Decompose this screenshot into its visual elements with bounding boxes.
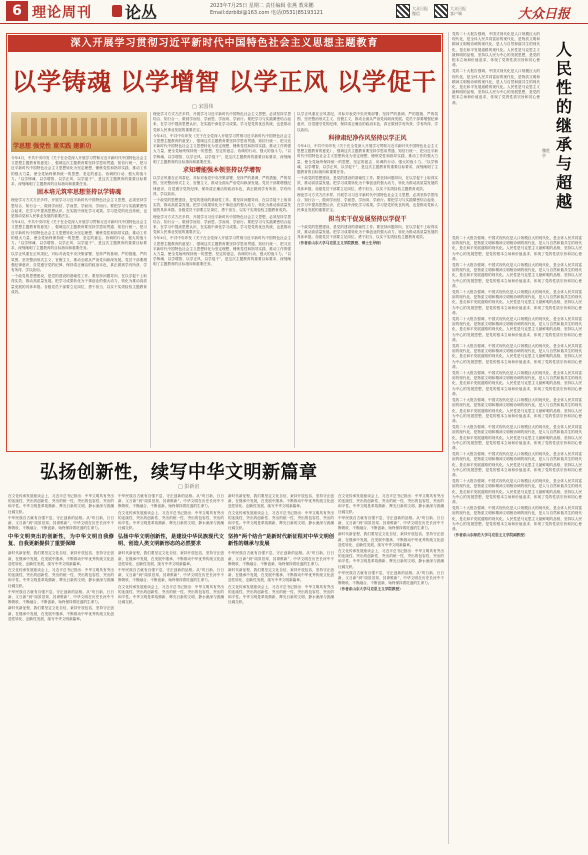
lower-col4-text-e: 中华民族自古就有自强不息、守正创新的品格。从“苟日新，日日新，又日新”到“周虽旧邦，其命维新”，中华文明在历史长河中不断吸收、不断融合、不断创新，始终保持着旺盛的生命力。	[338, 570, 444, 586]
feature-col2-text: 理论学习方式方法多样，开展学习习近平新时代中国特色社会主义思想，必须坚持学思结合、知行合一，做到学而信、学而思、学而用、学而行。要把学习与实践紧密结合起来，在学习中提高思想认识，在实践中深化学习成果。学习是党的优良传统，也是推动党和人民事业发展的重要法宝。	[153, 112, 291, 132]
feature-subhead-2: 求知增能强本领坚持以学增智	[182, 167, 261, 175]
feature-col2-text-f: 今年4月，中共中央印发《关于在全党深入开展学习贯彻习近平新时代中国特色社会主义思想主题教育的意见》，强调这次主题教育要坚持学思用贯通、知信行统一，把习近平新时代中国特色社会主义思想转化为坚定理想、锤炼党性和指导实践、推动工作的强大力量，使全党始终保持统一的思想、坚定的意志、协调的行动、强大的战斗力。“以学铸魂、以学增智、以学正风、以学促干”，是这次主题教育的重要目标要求，深刻阐明了主题教育的目标指向和重要任务。	[153, 236, 291, 267]
masthead-date-editors: 2023年7月25日 星期二 责任编辑 张燕 教荣鹏	[210, 3, 314, 9]
lower-column-3	[228, 494, 334, 846]
right-body-5: 党的二十大报告强调，中国式现代化是人口规模巨大的现代化，是全体人民共同富裕的现代化，是物质文明和精神文明相协调的现代化，是人与自然和谐共生的现代化，是走和平发展道路的现代化。人民性是马克思主义最鲜明的品格，坚持以人民为中心的发展思想，是党的根本立场和价值追求，体现了党的性质宗旨和初心使命。	[452, 344, 582, 369]
lower-article-byline: □ 彭新宙	[178, 484, 200, 490]
lower-column-4	[338, 494, 444, 846]
feature-banner: 深入开展学习贯彻习近平新时代中国特色社会主义思想主题教育	[8, 35, 441, 52]
right-body-1: 党的二十大报告强调，中国式现代化是人口规模巨大的现代化，是全体人民共同富裕的现代化，是物质文明和精神文明相协调的现代化，是人与自然和谐共生的现代化，是走和平发展道路的现代化。人民性是马克思主义最鲜明的品格，坚持以人民为中心的发展思想，是党的根本立场和价值追求，体现了党的性质宗旨和初心使命。	[452, 236, 582, 261]
right-article-text: 党的二十大报告强调，中国式现代化是人口规模巨大的现代化，是全体人民共同富裕的现代化，是物质文明和精神文明相协调的现代化，是人与自然和谐共生的现代化，是走和平发展道路的现代化。人民性是马克思主义最鲜明的品格，坚持以人民为中心的发展思想，是党的根本立场和价值追求，体现了党的性质宗旨和初心使命。	[452, 32, 540, 68]
right-body-10: 党的二十大报告强调，中国式现代化是人口规模巨大的现代化，是全体人民共同富裕的现代化，是物质文明和精神文明相协调的现代化，是人与自然和谐共生的现代化，是走和平发展道路的现代化。人民性是马克思主义最鲜明的品格，坚持以人民为中心的发展思想，是党的根本立场和价值追求，体现了党的性质宗旨和初心使命。	[452, 479, 582, 504]
lower-col1-text-e: 中华民族自古就有自强不息、守正创新的品格。从“苟日新，日日新，又日新”到“周虽旧邦，其命维新”，中华文明在历史长河中不断吸收、不断融合、不断创新，始终保持着旺盛的生命力。	[8, 589, 114, 605]
feature-col3-text-b: 今年4月，中共中央印发《关于在全党深入开展学习贯彻习近平新时代中国特色社会主义思想主题教育的意见》，强调这次主题教育要坚持学思用贯通、知信行统一，把习近平新时代中国特色社会主义思想转化为坚定理想、锤炼党性和指导实践、推动工作的强大力量，使全党始终保持统一的思想、坚定的意志、协调的行动、强大的战斗力。“以学铸魂、以学增智、以学正风、以学促干”，是这次主题教育的重要目标要求，深刻阐明了主题教育的目标指向和重要任务。	[297, 144, 438, 175]
lower-col3-text-d: 新时代新征程，我们要坚定文化自信，秉持开放包容，坚持守正创新，在继承中发展，在发展中继承，不断推动中华优秀传统文化创造性转化、创新性发展，续写中华文明新篇章。	[228, 568, 334, 583]
feature-author-note: （作者系山东大学马克思主义学院教授、博士生导师）	[297, 241, 384, 246]
lower-col2-text-c: 新时代新征程，我们要坚定文化自信，秉持开放包容，坚持守正创新，在继承中发展，在发展中继承，不断推动中华优秀传统文化创造性转化、创新性发展，续写中华文明新篇章。	[118, 551, 224, 566]
feature-col1-text-c: 今年4月，中共中央印发《关于在全党深入开展学习贯彻习近平新时代中国特色社会主义思想主题教育的意见》，强调这次主题教育要坚持学思用贯通、知信行统一，把习近平新时代中国特色社会主义思想转化为坚定理想、锤炼党性和指导实践、推动工作的强大力量，使全党始终保持统一的思想、坚定的意志、协调的行动、强大的战斗力。“以学铸魂、以学增智、以学正风、以学促干”，是这次主题教育的重要目标要求，深刻阐明了主题教育的目标指向和重要任务。	[11, 220, 147, 251]
right-body-7: 党的二十大报告强调，中国式现代化是人口规模巨大的现代化，是全体人民共同富裕的现代化，是物质文明和精神文明相协调的现代化，是人与自然和谐共生的现代化，是走和平发展道路的现代化。人民性是马克思主义最鲜明的品格，坚持以人民为中心的发展思想，是党的根本立场和价值追求，体现了党的性质宗旨和初心使命。	[452, 398, 582, 423]
right-body-11: 党的二十大报告强调，中国式现代化是人口规模巨大的现代化，是全体人民共同富裕的现代化，是物质文明和精神文明相协调的现代化，是人与自然和谐共生的现代化，是走和平发展道路的现代化。人民性是马克思主义最鲜明的品格，坚持以人民为中心的发展思想，是党的根本立场和价值追求，体现了党的性质宗旨和初心使命。	[452, 506, 582, 531]
column-divider	[294, 112, 295, 448]
right-article-body	[452, 236, 582, 844]
right-body-9: 党的二十大报告强调，中国式现代化是人口规模巨大的现代化，是全体人民共同富裕的现代化，是物质文明和精神文明相协调的现代化，是人与自然和谐共生的现代化，是走和平发展道路的现代化。人民性是马克思主义最鲜明的品格，坚持以人民为中心的发展思想，是党的根本立场和价值追求，体现了党的性质宗旨和初心使命。	[452, 452, 582, 477]
feature-column-2	[153, 112, 291, 448]
feature-column-1	[11, 156, 147, 448]
right-body-8: 党的二十大报告强调，中国式现代化是人口规模巨大的现代化，是全体人民共同富裕的现代化，是物质文明和精神文明相协调的现代化，是人与自然和谐共生的现代化，是走和平发展道路的现代化。人民性是马克思主义最鲜明的品格，坚持以人民为中心的发展思想，是党的根本立场和价值追求，体现了党的性质宗旨和初心使命。	[452, 425, 582, 450]
headline-4: 以学促干	[336, 67, 437, 96]
feature-col3-text-e: 一个政党的思想建设，是党的建设的基础性工作。要坚持问题导向，在以学促干上取得实效，推动高质量发展。把学习成果转化为干事创业的强大动力，转化为推动高质量发展的具体举措。各级党员干部要立足岗位，勇于担当，以实干实绩检验主题教育成效。	[297, 224, 438, 240]
qr1-label: 大众日报微信	[412, 6, 428, 16]
qr-code-icon	[434, 4, 448, 18]
feature-byline: □ 宋国伟	[192, 104, 214, 110]
lower-article-author: 彭新宙	[184, 484, 200, 490]
lower-subhead-3: 坚持“两个结合”是新时代新征程对中华文明创新性的继承与发展	[228, 534, 334, 548]
right-body-4: 党的二十大报告强调，中国式现代化是人口规模巨大的现代化，是全体人民共同富裕的现代化，是物质文明和精神文明相协调的现代化，是人与自然和谐共生的现代化，是走和平发展道路的现代化。人民性是马克思主义最鲜明的品格，坚持以人民为中心的发展思想，是党的根本立场和价值追求，体现了党的性质宗旨和初心使命。	[452, 317, 582, 342]
photo-crowd	[21, 118, 137, 136]
lower-col3-text-c: 中华民族自古就有自强不息、守正创新的品格。从“苟日新，日日新，又日新”到“周虽旧邦，其命维新”，中华文明在历史长河中不断吸收、不断融合、不断创新，始终保持着旺盛的生命力。	[228, 551, 334, 566]
lower-col2-text-d: 中华民族自古就有自强不息、守正创新的品格。从“苟日新，日日新，又日新”到“周虽旧邦，其命维新”，中华文明在历史长河中不断吸收、不断融合、不断创新，始终保持着旺盛的生命力。	[118, 568, 224, 583]
feature-subhead-3: 科律肃纪净作风坚持以学正风	[328, 134, 407, 142]
feature-col3-text-c: 一个政党的思想建设，是党的建设的基础性工作。要坚持问题导向，在以学促干上取得实效，推动高质量发展。把学习成果转化为干事创业的强大动力，转化为推动高质量发展的具体举措。各级党员干部要立足岗位，勇于担当，以实干实绩检验主题教育成效。	[297, 176, 438, 191]
lower-col4-text-b: 中华民族自古就有自强不息、守正创新的品格。从“苟日新，日日新，又日新”到“周虽旧邦，其命维新”，中华文明在历史长河中不断吸收、不断融合、不断创新，始终保持着旺盛的生命力。	[338, 515, 444, 531]
lower-column-1	[8, 494, 114, 846]
column-divider	[448, 32, 449, 844]
lower-column-2	[118, 494, 224, 846]
masthead-contact: Email:dzrblbl@163.com 电话(0531)85193121	[210, 10, 324, 16]
lower-article-title: 弘扬创新性，续写中华文明新篇章	[40, 462, 318, 483]
page-number: 6	[6, 1, 28, 21]
right-article-intro	[452, 32, 540, 232]
feature-col3-text-d: 理论学习方式方法多样，开展学习习近平新时代中国特色社会主义思想，必须坚持学思结合、知行合一，做到学而信、学而思、学而用、学而行。要把学习与实践紧密结合起来，在学习中提高思想认识，在实践中深化学习成果。学习是党的优良传统，也是推动党和人民事业发展的重要法宝。	[297, 192, 438, 213]
lower-col4-text-d: 在文化传承发展座谈会上，习近平总书记指出：中华文明具有突出的连续性、突出的创新性、突出的统一性、突出的包容性、突出的和平性。中华文明是革故鼎新、辉光日新的文明，静水流深与波澜壮阔交织。	[338, 549, 444, 569]
feature-col1-text-d: 以学正风重在正风肃纪，对标对表党中央决策部署，坚持严的基调、严的措施、严的氛围，坚决整治形式主义、官僚主义，推动全面从严治党向纵深发展。党员干部要增强纪律意识，自觉遵守党的纪律，保持清正廉洁的政治本色，真正做到学有所获、学有所得、学以致用。	[11, 252, 147, 273]
right-author-note: （作者系山东师范大学马克思主义学院副教授）	[452, 533, 528, 538]
feature-col3-text: 以学正风重在正风肃纪，对标对表党中央决策部署，坚持严的基调、严的措施、严的氛围，坚决整治形式主义、官僚主义，推动全面从严治党向纵深发展。党员干部要增强纪律意识，自觉遵守党的纪律，保持清正廉洁的政治本色，真正做到学有所获、学有所得、学以致用。	[297, 112, 438, 132]
qr-code-icon	[396, 4, 410, 18]
lower-col1-text-d: 在文化传承发展座谈会上，习近平总书记指出：中华文明具有突出的连续性、突出的创新性、突出的统一性、突出的包容性、突出的和平性。中华文明是革故鼎新、辉光日新的文明，静水流深与波澜壮阔交织。	[8, 568, 114, 588]
right-article-author: 魏胜亭	[542, 148, 550, 158]
lower-col3-text: 新时代新征程，我们要坚定文化自信，秉持开放包容，坚持守正创新，在继承中发展，在发展中继承，不断推动中华优秀传统文化创造性转化、创新性发展，续写中华文明新篇章。	[228, 494, 334, 509]
lower-col2-text-e: 在文化传承发展座谈会上，习近平总书记指出：中华文明具有突出的连续性、突出的创新性、突出的统一性、突出的包容性、突出的和平性。中华文明是革故鼎新、辉光日新的文明，静水流深与波澜壮阔交织。	[118, 584, 224, 605]
lower-col1-text-c: 新时代新征程，我们要坚定文化自信，秉持开放包容，坚持守正创新，在继承中发展，在发展中继承，不断推动中华优秀传统文化创造性转化、创新性发展，续写中华文明新篇章。	[8, 551, 114, 566]
feature-photo	[11, 112, 147, 152]
feature-col1-text-b: 理论学习方式方法多样，开展学习习近平新时代中国特色社会主义思想，必须坚持学思结合、知行合一，做到学而信、学而思、学而用、学而行。要把学习与实践紧密结合起来，在学习中提高思想认识，在实践中深化学习成果。学习是党的优良传统，也是推动党和人民事业发展的重要法宝。	[11, 198, 147, 219]
lower-subhead-1: 中华文明突出的创新性，为中华文明自我修复、自我更新提供了重要保障	[8, 534, 114, 548]
lower-col3-text-b: 在文化传承发展座谈会上，习近平总书记指出：中华文明具有突出的连续性、突出的创新性、突出的统一性、突出的包容性、突出的和平性。中华文明是革故鼎新、辉光日新的文明，静水流深与波澜壮阔交织。	[228, 510, 334, 531]
lower-col4-text-c: 新时代新征程，我们要坚定文化自信，秉持开放包容，坚持守正创新，在继承中发展，在发展中继承，不断推动中华优秀传统文化创造性转化、创新性发展，续写中华文明新篇章。	[338, 532, 444, 547]
feature-col2-text-d: 一个政党的思想建设，是党的建设的基础性工作。要坚持问题导向，在以学促干上取得实效，推动高质量发展。把学习成果转化为干事创业的强大动力，转化为推动高质量发展的具体举措。各级党员干部要立足岗位，勇于担当，以实干实绩检验主题教育成效。	[153, 198, 291, 213]
right-body-6: 党的二十大报告强调，中国式现代化是人口规模巨大的现代化，是全体人民共同富裕的现代化，是物质文明和精神文明相协调的现代化，是人与自然和谐共生的现代化，是走和平发展道路的现代化。人民性是马克思主义最鲜明的品格，坚持以人民为中心的发展思想，是党的根本立场和价值追求，体现了党的性质宗旨和初心使命。	[452, 371, 582, 396]
right-body-2: 党的二十大报告强调，中国式现代化是人口规模巨大的现代化，是全体人民共同富裕的现代化，是物质文明和精神文明相协调的现代化，是人与自然和谐共生的现代化，是走和平发展道路的现代化。人民性是马克思主义最鲜明的品格，坚持以人民为中心的发展思想，是党的根本立场和价值追求，体现了党的性质宗旨和初心使命。	[452, 263, 582, 288]
lower-author-note: （作者系山东大学马克思主义学院教授）	[338, 587, 403, 592]
right-article-title: 人民性的继承与超越	[556, 40, 573, 211]
lower-col4-text: 在文化传承发展座谈会上，习近平总书记指出：中华文明具有突出的连续性、突出的创新性、突出的统一性、突出的包容性、突出的和平性。中华文明是革故鼎新、辉光日新的文明，静水流深与波澜壮阔交织。	[338, 494, 444, 514]
lower-col1-text-f: 新时代新征程，我们要坚定文化自信，秉持开放包容，坚持守正创新，在继承中发展，在发展中继承，不断推动中华优秀传统文化创造性转化、创新性发展，续写中华文明新篇章。	[8, 606, 114, 621]
right-article-text-b: 党的二十大报告强调，中国式现代化是人口规模巨大的现代化，是全体人民共同富裕的现代化，是物质文明和精神文明相协调的现代化，是人与自然和谐共生的现代化，是走和平发展道路的现代化。人民性是马克思主义最鲜明的品格，坚持以人民为中心的发展思想，是党的根本立场和价值追求，体现了党的性质宗旨和初心使命。	[452, 69, 540, 105]
lower-col3-text-e: 在文化传承发展座谈会上，习近平总书记指出：中华文明具有突出的连续性、突出的创新性、突出的统一性、突出的包容性、突出的和平性。中华文明是革故鼎新、辉光日新的文明，静水流深与波澜壮阔交织。	[228, 584, 334, 605]
photo-caption: 学思想 强党性 重实践 建新功	[13, 143, 92, 150]
section-title: 理论周刊	[32, 5, 92, 21]
feature-headlines	[12, 62, 437, 97]
column-divider	[150, 112, 151, 448]
feature-col2-text-e: 理论学习方式方法多样，开展学习习近平新时代中国特色社会主义思想，必须坚持学思结合、知行合一，做到学而信、学而思、学而用、学而行。要把学习与实践紧密结合起来，在学习中提高思想认识，在实践中深化学习成果。学习是党的优良传统，也是推动党和人民事业发展的重要法宝。	[153, 214, 291, 235]
feature-author: 宋国伟	[198, 104, 214, 110]
section-marker-icon	[112, 5, 122, 17]
lower-col1-text-b: 中华民族自古就有自强不息、守正创新的品格。从“苟日新，日日新，又日新”到“周虽旧邦，其命维新”，中华文明在历史长河中不断吸收、不断融合、不断创新，始终保持着旺盛的生命力。	[8, 515, 114, 531]
headline-1: 以学铸魂	[12, 67, 112, 96]
lower-col2-text-b: 在文化传承发展座谈会上，习近平总书记指出：中华文明具有突出的连续性、突出的创新性、突出的统一性、突出的包容性、突出的和平性。中华文明是革故鼎新、辉光日新的文明，静水流深与波澜壮阔交织。	[118, 510, 224, 531]
feature-col1-text: 今年4月，中共中央印发《关于在全党深入开展学习贯彻习近平新时代中国特色社会主义思想主题教育的意见》，强调这次主题教育要坚持学思用贯通、知信行统一，把习近平新时代中国特色社会主义思想转化为坚定理想、锤炼党性和指导实践、推动工作的强大力量，使全党始终保持统一的思想、坚定的意志、协调的行动、强大的战斗力。“以学铸魂、以学增智、以学正风、以学促干”，是这次主题教育的重要目标要求，深刻阐明了主题教育的目标指向和重要任务。	[11, 156, 147, 187]
headline-2: 以学增智	[120, 67, 221, 96]
feature-column-3	[297, 112, 438, 448]
newspaper-logo: 大众日报	[518, 7, 571, 22]
lower-col2-text: 中华民族自古就有自强不息、守正创新的品格。从“苟日新，日日新，又日新”到“周虽旧邦，其命维新”，中华文明在历史长河中不断吸收、不断融合、不断创新，始终保持着旺盛的生命力。	[118, 494, 224, 509]
right-body-3: 党的二十大报告强调，中国式现代化是人口规模巨大的现代化，是全体人民共同富裕的现代化，是物质文明和精神文明相协调的现代化，是人与自然和谐共生的现代化，是走和平发展道路的现代化。人民性是马克思主义最鲜明的品格，坚持以人民为中心的发展思想，是党的根本立场和价值追求，体现了党的性质宗旨和初心使命。	[452, 290, 582, 315]
feature-subhead-4: 担当实干促发展坚持以学促干	[328, 215, 407, 223]
feature-col2-text-b: 今年4月，中共中央印发《关于在全党深入开展学习贯彻习近平新时代中国特色社会主义思想主题教育的意见》，强调这次主题教育要坚持学思用贯通、知信行统一，把习近平新时代中国特色社会主义思想转化为坚定理想、锤炼党性和指导实践、推动工作的强大力量，使全党始终保持统一的思想、坚定的意志、协调的行动、强大的战斗力。“以学铸魂、以学增智、以学正风、以学促干”，是这次主题教育的重要目标要求，深刻阐明了主题教育的目标指向和重要任务。	[153, 133, 291, 164]
lower-col1-text: 在文化传承发展座谈会上，习近平总书记指出：中华文明具有突出的连续性、突出的创新性、突出的统一性、突出的包容性、突出的和平性。中华文明是革故鼎新、辉光日新的文明，静水流深与波澜壮阔交织。	[8, 494, 114, 514]
feature-col2-text-c: 以学正风重在正风肃纪，对标对表党中央决策部署，坚持严的基调、严的措施、严的氛围，坚决整治形式主义、官僚主义，推动全面从严治党向纵深发展。党员干部要增强纪律意识，自觉遵守党的纪律，保持清正廉洁的政治本色，真正做到学有所获、学有所得、学以致用。	[153, 176, 291, 196]
feature-subhead-1: 固本培元筑牢思想坚持以学铸魂	[36, 189, 121, 197]
qr2-label: 大众日报客户端	[450, 6, 466, 16]
masthead-info	[210, 3, 323, 17]
lower-subhead-2: 弘扬中华文明创新性，是建设中华民族现代文明、创造人类文明新形态的必然要求	[118, 534, 224, 548]
feature-col1-text-e: 一个政党的思想建设，是党的建设的基础性工作。要坚持问题导向，在以学促干上取得实效，推动高质量发展。把学习成果转化为干事创业的强大动力，转化为推动高质量发展的具体举措。各级党员干部要立足岗位，勇于担当，以实干实绩检验主题教育成效。	[11, 274, 147, 294]
subsection-title: 论丛	[125, 3, 158, 22]
headline-3: 以学正风	[228, 67, 329, 96]
